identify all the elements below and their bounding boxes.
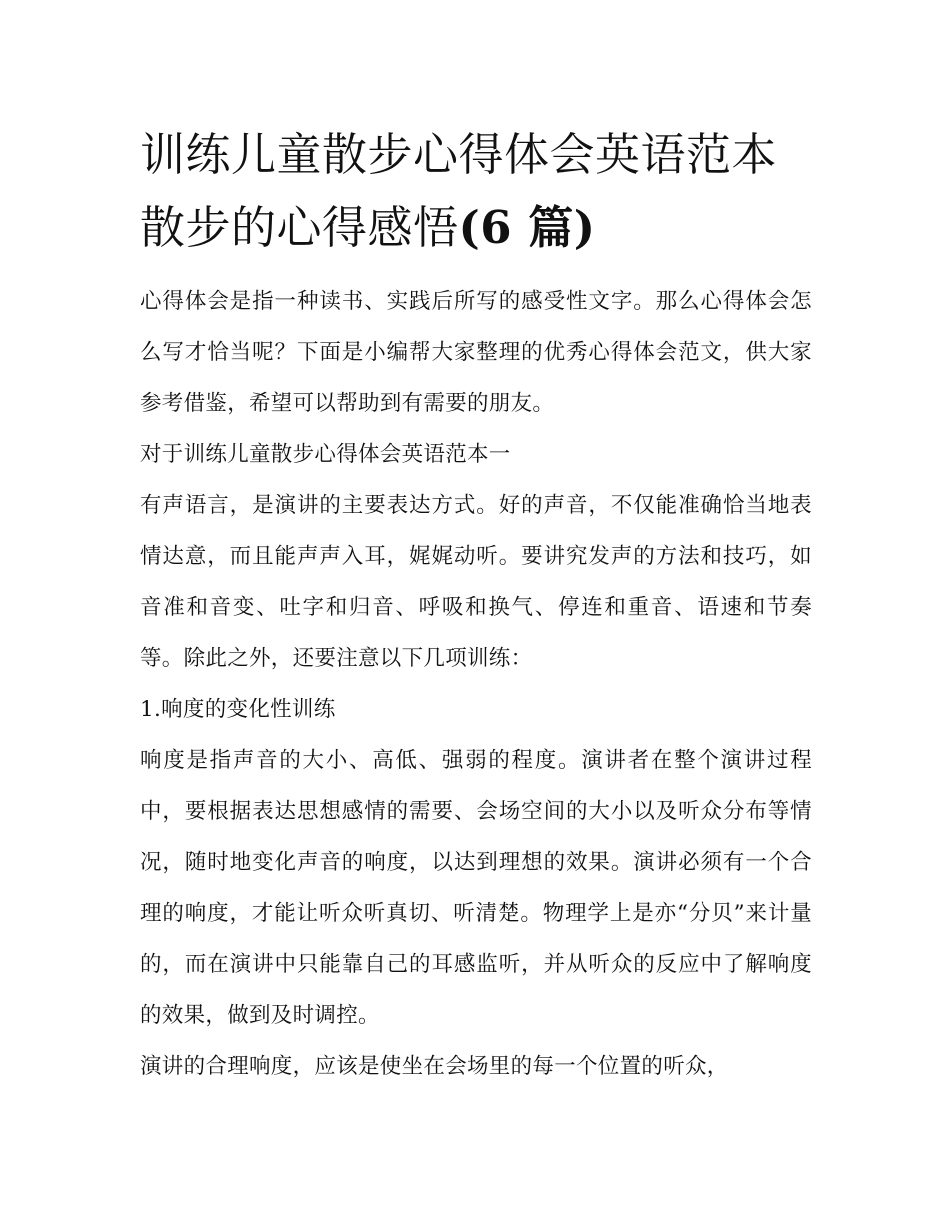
body-paragraph: 演讲的合理响度，应该是使坐在会场里的每一个位置的听众， (140, 1054, 729, 1079)
intro-paragraph: 心得体会是指一种读书、实践后所写的感受性文字。那么心得体会怎么写才恰当呢？下面是小编帮大家整理的优秀心得体会范文，供大家参考借鉴，希望可以帮助到有需要的朋友。 (140, 289, 812, 416)
subsection-heading: 1.响度的变化性训练 (140, 697, 336, 722)
body-paragraph: 有声语言，是演讲的主要表达方式。好的声音，不仅能准确恰当地表情达意，而且能声声入耳，娓娓动听。要讲究发声的方法和技巧，如音准和音变、吐字和归音、呼吸和换气、停连和重音、语速和节奏等。除此之外，还要注意以下几项训练： (140, 493, 812, 671)
section-heading: 对于训练儿童散步心得体会英语范本一 (140, 442, 511, 467)
document-title (140, 118, 812, 264)
body-paragraph: 响度是指声音的大小、高低、强弱的程度。演讲者在整个演讲过程中，要根据表达思想感情的需要、会场空间的大小以及听众分布等情况，随时地变化声音的响度，以达到理想的效果。演讲必须有一个合理的响度，才能让听众听真切、听清楚。物理学上是亦“分贝”来计量的，而在演讲中只能靠自己的耳感监听，并从听众的反应中了解响度的效果，做到及时调控。 (140, 748, 812, 1028)
title-suffix: (6 篇) (458, 201, 596, 254)
title-main: 训练儿童散步心得体会英语范本 散步的心得感悟 (140, 128, 778, 254)
document-page (140, 118, 812, 1092)
